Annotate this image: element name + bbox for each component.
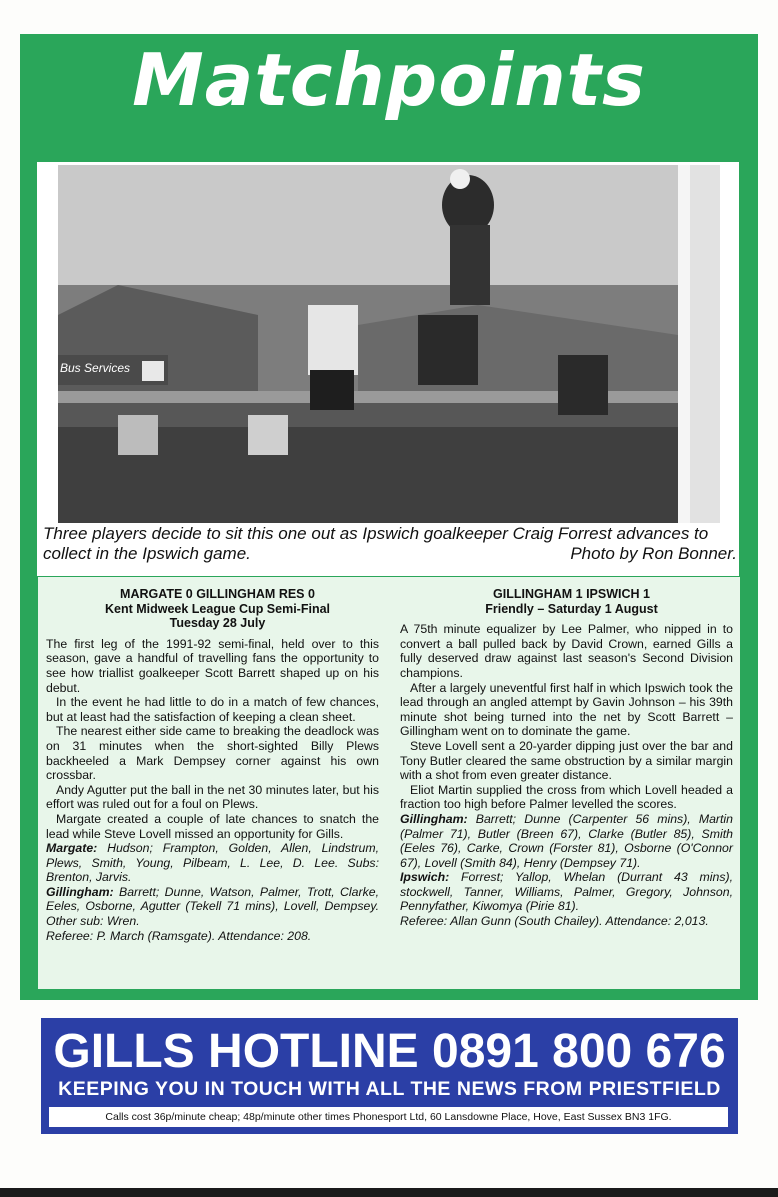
report-left-paragraph: Margate created a couple of late chances to snatch the lead while Steve Lovell missed an opportunity for Gills. [46,811,379,841]
matchpoints-frame [20,34,758,1000]
lineup-gillingham-label: Gillingham: [400,811,468,826]
lineup-gillingham-text: Barrett; Dunne (Carpenter 56 mins), Martin (Palmer 71), Butler (Breen 67), Clarke (Butler 85), Smith (Eeles 76), Carke, Crown (Forster 81), Osborne (O'Connor 67), Lovell (Smith 84), Henry (Dempsey 71). [400,811,733,870]
bus-services-sign: Bus Services [60,361,131,375]
report-left-paragraph: In the event he had little to do in a match of few chances, but at least had the satisfaction of keeping a clean sheet. [46,695,379,724]
match-photo-illustration [58,165,720,523]
page-bottom-edge [0,1188,778,1197]
report-left-heading1: MARGATE 0 GILLINGHAM RES 0 [120,587,315,601]
report-right-paragraph: Eliot Martin supplied the cross from which Lovell headed a fraction too high before Palmer levelled the scores. [400,782,733,812]
hotline-title: GILLS HOTLINE 0891 800 676 [53,1025,726,1078]
match-reports-panel [37,576,741,990]
lineup-ipswich-label: Ipswich: [400,870,450,885]
lineup-margate [46,841,379,885]
report-left-paragraph: The first leg of the 1991-92 semi-final, held over to this season, gave a handful of travelling fans the opportunity to see how triallist goalkeeper Scott Barrett shaped up on his debut. [46,636,379,695]
match-photo [58,165,720,523]
lineup-gillingham-res [46,885,379,929]
photo-credit: Photo by Ron Bonner. [570,544,737,563]
report-left-paragraph: Andy Agutter put the ball in the net 30 minutes later, but his effort was ruled out for a foul on Plews. [46,782,379,812]
lineup-ipswich [400,870,733,914]
report-left-paragraph: The nearest either side came to breaking the deadlock was on 31 minutes when the short-sighted Billy Plews backheeled a Mark Dempsey corner against his own crossbar. [46,724,379,783]
lineup-gillingham-res-label: Gillingham: [46,884,114,899]
report-left-heading3: Tuesday 28 July [169,616,266,631]
lineup-ipswich-text: Forrest; Yallop, Whelan (Durrant 43 mins), stockwell, Tanner, Williams, Palmer, Gregory, Johnson, Pennyfather, Kiwomya (Pirie 81). [400,870,733,914]
report-right-paragraph: Steve Lovell sent a 20-yarder dipping just over the bar and Tony Butler cleared the same obstruction by a similar margin with a shot from even greater distance. [400,738,733,783]
lineup-margate-label: Margate: [46,841,98,856]
report-ipswich [400,587,733,929]
report-margate [46,587,379,943]
hotline-call-cost-note: Calls cost 36p/minute cheap; 48p/minute other times Phonesport Ltd, 60 Lansdowne Place, Hove, East Sussex BN3 1FG. [49,1107,728,1127]
photo-panel [37,162,739,602]
report-right-heading1: GILLINGHAM 1 IPSWICH 1 [493,587,650,601]
referee-line-right: Referee: Allan Gunn (South Chailey). Attendance: 2,013. [400,914,709,929]
lineup-margate-text: Hudson; Frampton, Golden, Allen, Lindstrum, Plews, Smith, Young, Pilbeam, L. Lee, D. Lee. Subs: Brenton, Jarvis. [46,841,379,885]
lineup-gillingham [400,812,733,870]
report-left-heading2: Kent Midweek League Cup Semi-Final [104,601,331,616]
page-title: Matchpoints [132,38,646,122]
hotline-subtitle: KEEPING YOU IN TOUCH WITH ALL THE NEWS FROM PRIESTFIELD [58,1078,721,1100]
report-right-paragraph: A 75th minute equalizer by Lee Palmer, who nipped in to convert a ball pulled back by David Crown, earned Gills a fully deserved draw against last season's Second Division champions. [400,622,733,680]
caption-text: Three players decide to sit this one out as Ipswich goalkeeper Craig Forrest advances to collect in the Ipswich game. [43,524,709,563]
report-right-heading2: Friendly – Saturday 1 August [485,601,658,616]
referee-line-left: Referee: P. March (Ramsgate). Attendance: 208. [46,928,312,943]
photo-caption [43,524,737,564]
gills-hotline-banner [41,1018,738,1134]
lineup-gillingham-res-text: Barrett; Dunne, Watson, Palmer, Trott, Clarke, Eeles, Osborne, Agutter (Tekell 71 mins), Lovell, Dempsey. Other sub: Wren. [46,884,379,929]
report-right-paragraph: After a largely uneventful first half in which Ipswich took the lead through an angled attempt by Gavin Johnson – his 39th minute shot being turned into the net by Scott Barrett – Gillingham went on to dominate the game. [400,680,733,739]
